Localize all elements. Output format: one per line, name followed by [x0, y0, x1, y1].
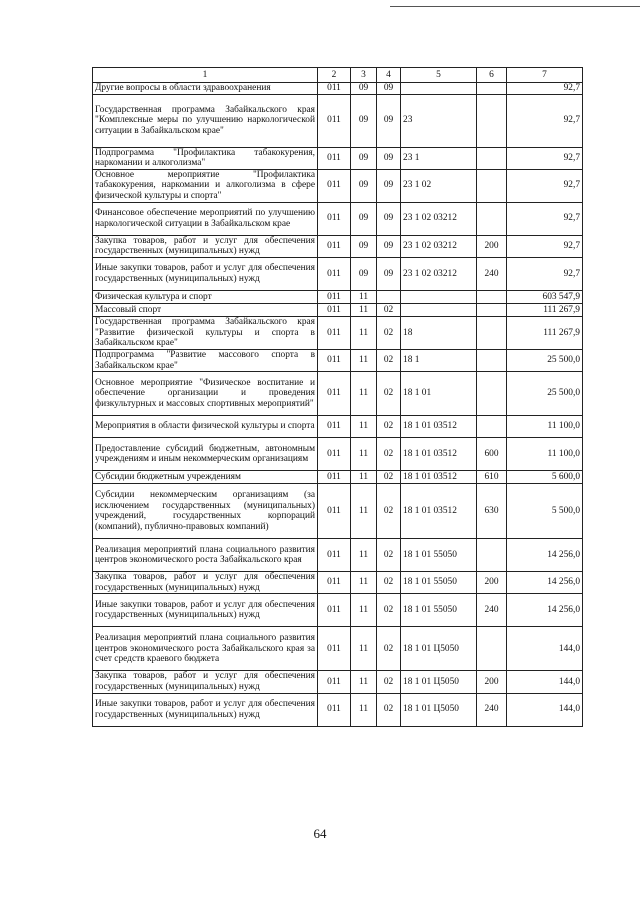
row-admin-code: 011: [318, 202, 351, 235]
row-section: 09: [351, 169, 377, 202]
row-amount: 111 267,9: [507, 303, 583, 316]
row-amount: 144,0: [507, 627, 583, 671]
table-row: [93, 290, 583, 303]
row-amount: 25 500,0: [507, 349, 583, 371]
row-admin-code: 011: [318, 83, 351, 95]
row-subsection: 09: [377, 235, 401, 257]
row-admin-code: 011: [318, 316, 351, 349]
row-amount: 5 500,0: [507, 484, 583, 539]
row-target-article: 18 1 01 55050: [401, 572, 477, 594]
row-amount: 603 547,9: [507, 290, 583, 303]
row-expense-type: 610: [477, 471, 507, 484]
row-subsection: 09: [377, 257, 401, 290]
row-target-article: 18 1 01: [401, 372, 477, 416]
row-amount: 92,7: [507, 169, 583, 202]
row-name: Закупка товаров, работ и услуг для обеспечения государственных (муниципальных) нужд: [93, 572, 318, 594]
row-target-article: 18 1 01 Ц5050: [401, 693, 477, 726]
row-amount: 5 600,0: [507, 471, 583, 484]
table-row: [93, 484, 583, 539]
row-target-article: 18 1 01 Ц5050: [401, 627, 477, 671]
row-target-article: 23: [401, 94, 477, 147]
row-expense-type: [477, 83, 507, 95]
table-row: [93, 83, 583, 95]
table-row: [93, 471, 583, 484]
table-row: [93, 202, 583, 235]
table-row: [93, 235, 583, 257]
row-name: Массовый спорт: [93, 303, 318, 316]
header-cell: 2: [318, 68, 351, 83]
row-section: 11: [351, 627, 377, 671]
row-admin-code: 011: [318, 372, 351, 416]
row-name: Иные закупки товаров, работ и услуг для обеспечения государственных (муниципальных) нужд: [93, 693, 318, 726]
row-amount: 11 100,0: [507, 438, 583, 471]
table-row: [93, 438, 583, 471]
row-expense-type: [477, 147, 507, 169]
row-expense-type: 240: [477, 257, 507, 290]
row-target-article: 23 1 02: [401, 169, 477, 202]
row-subsection: 02: [377, 572, 401, 594]
table-row: [93, 349, 583, 371]
row-subsection: 09: [377, 94, 401, 147]
row-section: 11: [351, 303, 377, 316]
row-expense-type: [477, 169, 507, 202]
row-target-article: 23 1 02 03212: [401, 257, 477, 290]
row-section: 11: [351, 671, 377, 693]
row-section: 11: [351, 693, 377, 726]
table-row: [93, 594, 583, 627]
row-section: 09: [351, 235, 377, 257]
row-amount: 92,7: [507, 202, 583, 235]
table-row: [93, 572, 583, 594]
row-section: 09: [351, 94, 377, 147]
row-name: Физическая культура и спорт: [93, 290, 318, 303]
row-target-article: 18 1 01 03512: [401, 438, 477, 471]
row-subsection: [377, 290, 401, 303]
row-name: Государственная программа Забайкальского края "Развитие физической культуры и спорта в Забайкальском крае": [93, 316, 318, 349]
table-row: [93, 316, 583, 349]
row-section: 11: [351, 290, 377, 303]
header-cell: 6: [477, 68, 507, 83]
row-section: 11: [351, 316, 377, 349]
row-name: Государственная программа Забайкальского края "Комплексные меры по улучшению наркологической ситуации в Забайкальском крае": [93, 94, 318, 147]
row-amount: 14 256,0: [507, 572, 583, 594]
row-admin-code: 011: [318, 416, 351, 438]
table-row: [93, 693, 583, 726]
table-row: [93, 257, 583, 290]
row-amount: 92,7: [507, 235, 583, 257]
row-subsection: 02: [377, 303, 401, 316]
row-target-article: [401, 83, 477, 95]
row-amount: 92,7: [507, 147, 583, 169]
row-section: 11: [351, 438, 377, 471]
row-admin-code: 011: [318, 572, 351, 594]
row-section: 11: [351, 539, 377, 572]
row-section: 09: [351, 147, 377, 169]
row-section: 11: [351, 484, 377, 539]
row-subsection: 02: [377, 416, 401, 438]
header-cell: 1: [93, 68, 318, 83]
top-rule: [390, 6, 640, 7]
row-target-article: 18 1 01 55050: [401, 594, 477, 627]
table-row: [93, 372, 583, 416]
table-row: [93, 147, 583, 169]
row-subsection: 02: [377, 627, 401, 671]
row-section: 11: [351, 594, 377, 627]
row-admin-code: 011: [318, 539, 351, 572]
row-name: Субсидии некоммерческим организациям (за исключением государственных (муниципальных) учреждений, государственных корпораций (компаний), публично-правовых компаний): [93, 484, 318, 539]
row-amount: 144,0: [507, 693, 583, 726]
row-name: Субсидии бюджетным учреждениям: [93, 471, 318, 484]
row-admin-code: 011: [318, 147, 351, 169]
row-admin-code: 011: [318, 303, 351, 316]
row-subsection: 02: [377, 316, 401, 349]
row-expense-type: [477, 539, 507, 572]
row-admin-code: 011: [318, 594, 351, 627]
row-admin-code: 011: [318, 349, 351, 371]
row-section: 09: [351, 257, 377, 290]
row-target-article: 18 1 01 03512: [401, 416, 477, 438]
table-row: [93, 169, 583, 202]
row-subsection: 02: [377, 693, 401, 726]
row-subsection: 02: [377, 539, 401, 572]
row-admin-code: 011: [318, 290, 351, 303]
row-target-article: [401, 290, 477, 303]
row-expense-type: 240: [477, 693, 507, 726]
row-expense-type: [477, 290, 507, 303]
row-expense-type: [477, 94, 507, 147]
row-amount: 92,7: [507, 257, 583, 290]
header-cell: 3: [351, 68, 377, 83]
row-amount: 14 256,0: [507, 594, 583, 627]
row-section: 11: [351, 572, 377, 594]
row-admin-code: 011: [318, 94, 351, 147]
row-expense-type: [477, 372, 507, 416]
table-row: [93, 94, 583, 147]
row-expense-type: [477, 303, 507, 316]
row-target-article: 18: [401, 316, 477, 349]
row-subsection: 02: [377, 484, 401, 539]
row-name: Подпрограмма "Развитие массового спорта в Забайкальском крае": [93, 349, 318, 371]
row-subsection: 09: [377, 83, 401, 95]
table-row: [93, 671, 583, 693]
row-admin-code: 011: [318, 693, 351, 726]
row-subsection: 09: [377, 202, 401, 235]
page-number: 64: [313, 826, 327, 841]
row-expense-type: 200: [477, 671, 507, 693]
row-target-article: 18 1 01 Ц5050: [401, 671, 477, 693]
row-expense-type: [477, 416, 507, 438]
row-target-article: 18 1: [401, 349, 477, 371]
table-header-row: [93, 68, 583, 83]
header-cell: 4: [377, 68, 401, 83]
row-expense-type: 630: [477, 484, 507, 539]
row-amount: 92,7: [507, 83, 583, 95]
row-target-article: 23 1 02 03212: [401, 235, 477, 257]
row-target-article: 23 1: [401, 147, 477, 169]
row-name: Иные закупки товаров, работ и услуг для обеспечения государственных (муниципальных) нужд: [93, 257, 318, 290]
row-expense-type: 200: [477, 572, 507, 594]
row-target-article: 18 1 01 03512: [401, 471, 477, 484]
row-admin-code: 011: [318, 484, 351, 539]
row-admin-code: 011: [318, 257, 351, 290]
row-amount: 25 500,0: [507, 372, 583, 416]
row-name: Финансовое обеспечение мероприятий по улучшению наркологической ситуации в Забайкальском крае: [93, 202, 318, 235]
row-section: 11: [351, 471, 377, 484]
row-target-article: 18 1 01 03512: [401, 484, 477, 539]
row-subsection: 02: [377, 438, 401, 471]
row-subsection: 09: [377, 147, 401, 169]
row-subsection: 09: [377, 169, 401, 202]
row-subsection: 02: [377, 594, 401, 627]
row-target-article: 18 1 01 55050: [401, 539, 477, 572]
row-amount: 11 100,0: [507, 416, 583, 438]
row-subsection: 02: [377, 349, 401, 371]
header-cell: 5: [401, 68, 477, 83]
row-name: Реализация мероприятий плана социального развития центров экономического роста Забайкальского края за счет средств краевого бюджета: [93, 627, 318, 671]
row-admin-code: 011: [318, 671, 351, 693]
budget-table: [92, 67, 583, 727]
row-amount: 14 256,0: [507, 539, 583, 572]
row-admin-code: 011: [318, 627, 351, 671]
row-name: Иные закупки товаров, работ и услуг для обеспечения государственных (муниципальных) нужд: [93, 594, 318, 627]
row-name: Подпрограмма "Профилактика табакокурения, наркомании и алкоголизма": [93, 147, 318, 169]
row-admin-code: 011: [318, 471, 351, 484]
row-expense-type: [477, 202, 507, 235]
row-expense-type: 600: [477, 438, 507, 471]
row-name: Реализация мероприятий плана социального развития центров экономического роста Забайкальского края: [93, 539, 318, 572]
table-row: [93, 627, 583, 671]
row-section: 09: [351, 83, 377, 95]
row-subsection: 02: [377, 671, 401, 693]
table-row: [93, 303, 583, 316]
row-amount: 92,7: [507, 94, 583, 147]
row-target-article: 23 1 02 03212: [401, 202, 477, 235]
row-expense-type: 200: [477, 235, 507, 257]
row-expense-type: 240: [477, 594, 507, 627]
row-section: 11: [351, 349, 377, 371]
row-name: Закупка товаров, работ и услуг для обеспечения государственных (муниципальных) нужд: [93, 671, 318, 693]
row-name: Закупка товаров, работ и услуг для обеспечения государственных (муниципальных) нужд: [93, 235, 318, 257]
row-expense-type: [477, 316, 507, 349]
row-name: Основное мероприятие "Профилактика табакокурения, наркомании и алкоголизма в сфере физической культуры и спорта": [93, 169, 318, 202]
row-expense-type: [477, 627, 507, 671]
row-section: 09: [351, 202, 377, 235]
row-admin-code: 011: [318, 169, 351, 202]
header-cell: 7: [507, 68, 583, 83]
row-expense-type: [477, 349, 507, 371]
row-amount: 144,0: [507, 671, 583, 693]
row-name: Предоставление субсидий бюджетным, автономным учреждениям и иным некоммерческим организациям: [93, 438, 318, 471]
row-name: Другие вопросы в области здравоохранения: [93, 83, 318, 95]
row-subsection: 02: [377, 471, 401, 484]
table-row: [93, 416, 583, 438]
row-admin-code: 011: [318, 235, 351, 257]
row-section: 11: [351, 416, 377, 438]
row-admin-code: 011: [318, 438, 351, 471]
row-subsection: 02: [377, 372, 401, 416]
row-amount: 111 267,9: [507, 316, 583, 349]
table-row: [93, 539, 583, 572]
row-name: Основное мероприятие "Физическое воспитание и обеспечение организации и проведения физкультурных и массовых спортивных мероприятий": [93, 372, 318, 416]
row-target-article: [401, 303, 477, 316]
row-name: Мероприятия в области физической культуры и спорта: [93, 416, 318, 438]
row-section: 11: [351, 372, 377, 416]
